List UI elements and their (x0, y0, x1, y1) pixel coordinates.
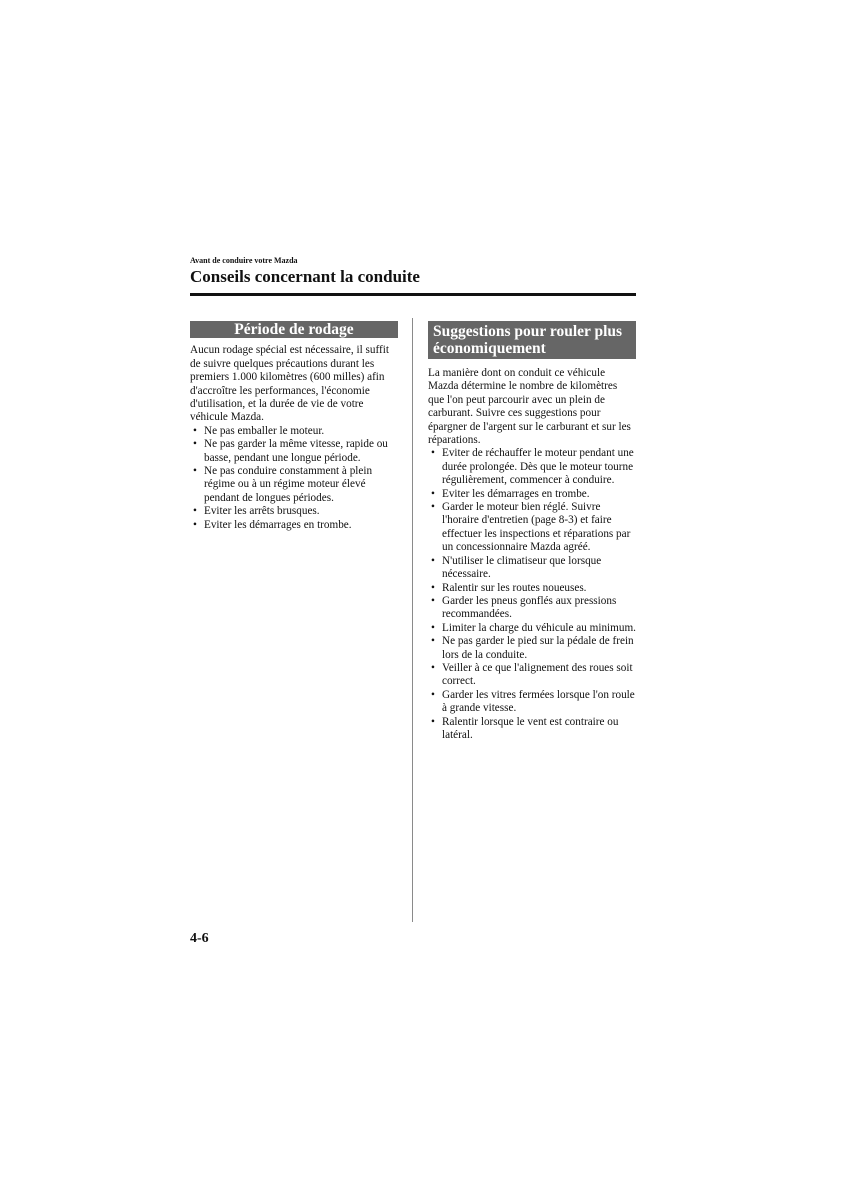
list-item: • Garder les vitres fermées lorsque l'on roule à grande vitesse. (428, 689, 636, 716)
list-item: • N'utiliser le climatiseur que lorsque nécessaire. (428, 555, 636, 582)
heading-break-in-period: Période de rodage (190, 321, 398, 338)
right-column (428, 321, 636, 742)
list-item: • Eviter les démarrages en trombe. (190, 519, 398, 532)
break-in-list (190, 425, 398, 532)
section-title: Conseils concernant la conduite (190, 267, 420, 286)
list-item: • Veiller à ce que l'alignement des roues soit correct. (428, 662, 636, 689)
list-item: • Ne pas emballer le moteur. (190, 425, 398, 438)
page-number: 4-6 (190, 931, 209, 946)
list-item: • Ne pas garder la même vitesse, rapide ou basse, pendant une longue période. (190, 438, 398, 465)
economy-list (428, 447, 636, 742)
break-in-intro: Aucun rodage spécial est nécessaire, il suffit de suivre quelques précautions durant les premiers 1.000 kilomètres (600 milles) afin d'accroître les performances, l'économie d'utilisation, et la durée de vie de votre véhicule Mazda. (190, 344, 389, 424)
running-head: Avant de conduire votre Mazda (190, 256, 298, 265)
list-item: • Eviter de réchauffer le moteur pendant une durée prolongée. Dès que le moteur tourne régulièrement, commencer à conduire. (428, 447, 636, 487)
list-item: • Garder le moteur bien réglé. Suivre l'horaire d'entretien (page 8-3) et faire effectuer les inspections et réparations par un concessionnaire Mazda agréé. (428, 501, 636, 555)
column-divider (412, 318, 413, 922)
list-item: • Limiter la charge du véhicule au minimum. (428, 622, 636, 635)
list-item: • Ralentir lorsque le vent est contraire ou latéral. (428, 716, 636, 743)
list-item: • Ne pas garder le pied sur la pédale de frein lors de la conduite. (428, 635, 636, 662)
list-item: • Eviter les démarrages en trombe. (428, 488, 636, 501)
list-item: • Ralentir sur les routes noueuses. (428, 582, 636, 595)
heading-economy-tips: Suggestions pour rouler plus économiquement (428, 321, 636, 359)
list-item: • Garder les pneus gonflés aux pressions recommandées. (428, 595, 636, 622)
economy-intro: La manière dont on conduit ce véhicule Mazda détermine le nombre de kilomètres que l'on peut parcourir avec un plein de carburant. Suivre ces suggestions pour épargner de l'argent sur le carburant et sur les réparations. (428, 367, 631, 447)
list-item: • Ne pas conduire constamment à plein régime ou à un régime moteur élevé pendant de longues périodes. (190, 465, 398, 505)
title-rule (190, 293, 636, 296)
left-column (190, 321, 398, 532)
list-item: • Eviter les arrêts brusques. (190, 505, 398, 518)
